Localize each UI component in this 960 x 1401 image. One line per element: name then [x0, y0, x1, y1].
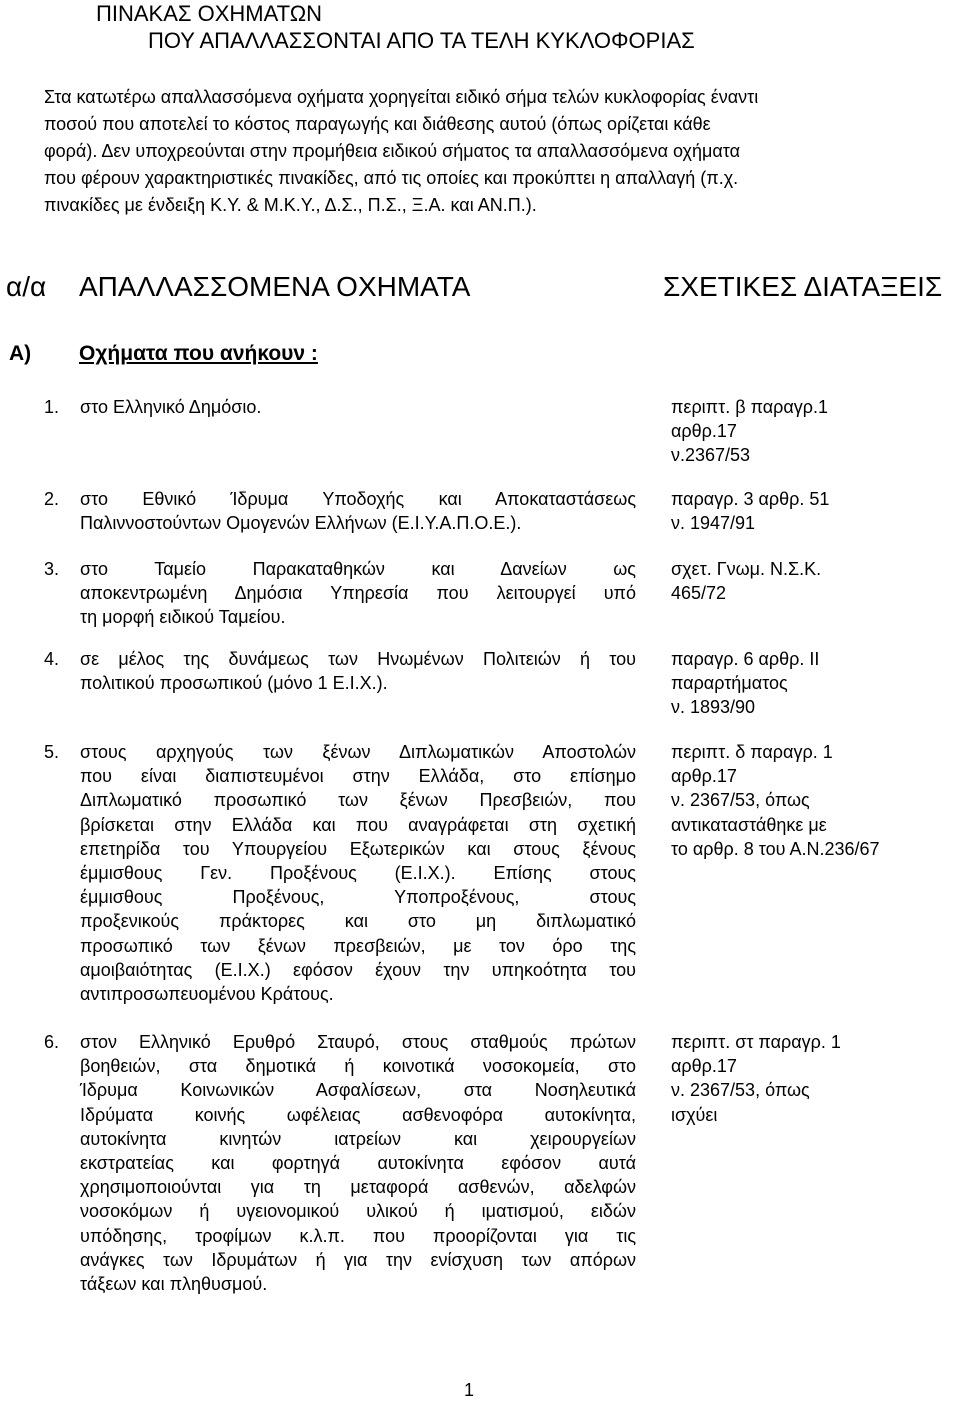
item-number: 5. — [44, 742, 60, 762]
item-provision-line: ν. 1947/91 — [671, 513, 756, 534]
item-description-line: σε μέλος της δυνάμεως των Ηνωμένων Πολιτειών ή του — [80, 649, 636, 669]
item-provision-line: ισχύει — [671, 1104, 718, 1125]
item-provision — [671, 395, 941, 468]
item-provision — [671, 740, 941, 861]
item-provision-line: περιπτ. δ παραγρ. 1 — [671, 742, 833, 762]
item-provision-line: περιπτ. β παραγρ.1 — [671, 397, 829, 417]
item-description-line: αυτοκίνητα κινητών ιατρείων και χειρουργείων — [80, 1128, 636, 1149]
item-description-line: εκστρατείας και φορτηγά αυτοκίνητα εφόσον αυτά — [80, 1153, 636, 1174]
item-description-line: προσωπικό των ξένων πρεσβειών, με τον όρο της — [80, 935, 636, 956]
item-provision-line: αρθρ.17 — [671, 1056, 737, 1077]
column-header-provisions: ΣΧΕΤΙΚΕΣ ΔΙΑΤΑΞΕΙΣ — [663, 271, 943, 302]
item-description-line: βοηθειών, στα δημοτικά ή κοινοτικά νοσοκομεία, στο — [80, 1056, 636, 1077]
item-description-line: χρησιμοποιούνται για τη μεταφορά ασθενών, αδελφών — [80, 1177, 636, 1198]
item-provision-line: παραγρ. 3 αρθρ. 51 — [671, 489, 830, 509]
item-number: 2. — [44, 489, 60, 509]
item-number: 3. — [44, 559, 60, 579]
item-description — [80, 487, 636, 535]
column-header-vehicles: ΑΠΑΛΛΑΣΣΟΜΕΝΑ ΟΧΗΜΑΤΑ — [79, 271, 471, 302]
item-description-line: στον Ελληνικό Ερυθρό Σταυρό, στους σταθμούς πρώτων — [80, 1032, 636, 1052]
item-provision-line: 465/72 — [671, 583, 727, 604]
item-provision-line: σχετ. Γνωμ. Ν.Σ.Κ. — [671, 559, 822, 579]
item-provision — [671, 1030, 941, 1127]
item-provision-line: παραρτήματος — [671, 673, 788, 694]
intro-line: Στα κατωτέρω απαλλασσόμενα οχήματα χορηγείται ειδικό σήμα τελών κυκλοφορίας έναντι — [44, 87, 759, 107]
intro-line: που φέρουν χαρακτηριστικές πινακίδες, από τις οποίες και προκύπτει η απαλλαγή (π.χ. — [44, 168, 739, 188]
item-provision-line: αρθρ.17 — [671, 766, 737, 787]
intro-line: ποσού που αποτελεί το κόστος παραγωγής και διάθεσης αυτού (όπως ορίζεται κάθε — [44, 114, 711, 134]
item-description-line: αποκεντρωμένη Δημόσια Υπηρεσία που λειτουργεί υπό — [80, 583, 636, 604]
item-description-line: στο Εθνικό Ίδρυμα Υποδοχής και Αποκαταστάσεως — [80, 489, 636, 509]
item-description-line: αντιπροσωπευομένου Κράτους. — [80, 984, 334, 1005]
item-number: 1. — [44, 397, 60, 417]
section-letter: Α) — [9, 342, 32, 365]
item-description-line: έμμισθους Προξένους, Υποπροξένους, στους — [80, 887, 636, 908]
item-provision — [671, 487, 941, 535]
item-provision-line: αρθρ.17 — [671, 421, 737, 442]
item-description-line: στο Ταμείο Παρακαταθηκών και Δανείων ως — [80, 559, 636, 579]
item-provision-line: ν. 2367/53, όπως — [671, 790, 810, 811]
item-provision-line: παραγρ. 6 αρθρ. ΙΙ — [671, 649, 820, 669]
item-description — [80, 557, 636, 630]
title-line-1: ΠΙΝΑΚΑΣ ΟΧΗΜΑΤΩΝ — [96, 1, 323, 26]
intro-line: πινακίδες με ένδειξη Κ.Υ. & Μ.Κ.Υ., Δ.Σ., Π.Σ., Ξ.Α. και ΑΝ.Π.). — [44, 195, 537, 215]
item-description — [80, 1030, 636, 1296]
title-line-2: ΠΟΥ ΑΠΑΛΛΑΣΣΟΝΤΑΙ ΑΠΟ ΤΑ ΤΕΛΗ ΚΥΚΛΟΦΟΡΙΑΣ — [148, 28, 695, 53]
item-description-line: Παλιννοστούντων Ομογενών Ελλήνων (Ε.Ι.Υ.Α.Π.Ο.Ε.). — [80, 513, 522, 534]
item-number: 6. — [44, 1032, 60, 1052]
item-description-line: έμμισθους Γεν. Προξένους (Ε.Ι.Χ.). Επίσης στους — [80, 863, 636, 884]
item-description-line: ανάγκες των Ιδρυμάτων ή για την ενίσχυση των απόρων — [80, 1249, 636, 1270]
item-provision-line: το αρθρ. 8 του Α.Ν.236/67 — [671, 838, 880, 859]
item-description-line: Ίδρυμα Κοινωνικών Ασφαλίσεων, στα Νοσηλευτικά — [80, 1080, 636, 1101]
item-description-line: στους αρχηγούς των ξένων Διπλωματικών Αποστολών — [80, 742, 636, 762]
item-provision-line: αντικαταστάθηκε με — [671, 814, 827, 835]
item-description — [80, 647, 636, 695]
item-description-line: αμοιβαιότητας (Ε.Ι.Χ.) εφόσον έχουν την υπηκοότητα του — [80, 959, 636, 980]
item-description-line: τη μορφή ειδικού Ταμείου. — [80, 607, 286, 628]
item-description-line: βρίσκεται στην Ελλάδα και που αναγράφεται στη σχετική — [80, 814, 636, 835]
item-description — [80, 740, 636, 1006]
item-provision — [671, 647, 941, 720]
item-description-line: υπόδησης, τροφίμων κ.λ.π. που προορίζονται για τις — [80, 1225, 636, 1246]
item-description-line: που είναι διαπιστευμένοι στην Ελλάδα, στο επίσημο — [80, 766, 636, 787]
item-provision-line: ν. 2367/53, όπως — [671, 1080, 810, 1101]
item-description-line: προξενικούς πράκτορες και στο μη διπλωματικό — [80, 911, 636, 932]
item-provision-line: περιπτ. στ παραγρ. 1 — [671, 1032, 841, 1052]
column-header-number: α/α — [6, 271, 47, 302]
intro-paragraph — [44, 84, 924, 219]
item-description-line: Διπλωματικό προσωπικό των ξένων Πρεσβειών, που — [80, 790, 636, 811]
item-description-line: Ιδρύματα κοινής ωφέλειας ασθενοφόρα αυτοκίνητα, — [80, 1104, 636, 1125]
item-number: 4. — [44, 649, 60, 669]
item-description-line: επετηρίδα του Υπουργείου Εξωτερικών και στους ξένους — [80, 838, 636, 859]
item-description-line: πολιτικού προσωπικού (μόνο 1 Ε.Ι.Χ.). — [80, 673, 388, 694]
item-provision-line: ν.2367/53 — [671, 445, 751, 466]
item-provision — [671, 557, 941, 605]
item-provision-line: ν. 1893/90 — [671, 697, 756, 718]
item-description-line: νοσοκόμων ή υγειονομικού υλικού ή ιματισμού, ειδών — [80, 1201, 636, 1222]
item-description-line: στο Ελληνικό Δημόσιο. — [80, 397, 262, 417]
item-description-line: τάξεων και πληθυσμού. — [80, 1274, 268, 1295]
section-label: Οχήματα που ανήκουν : — [79, 342, 318, 365]
page-number: 1 — [464, 1380, 475, 1400]
intro-line: φορά). Δεν υποχρεούνται στην προμήθεια ειδικού σήματος τα απαλλασσόμενα οχήματα — [44, 141, 741, 161]
item-description — [80, 395, 636, 419]
